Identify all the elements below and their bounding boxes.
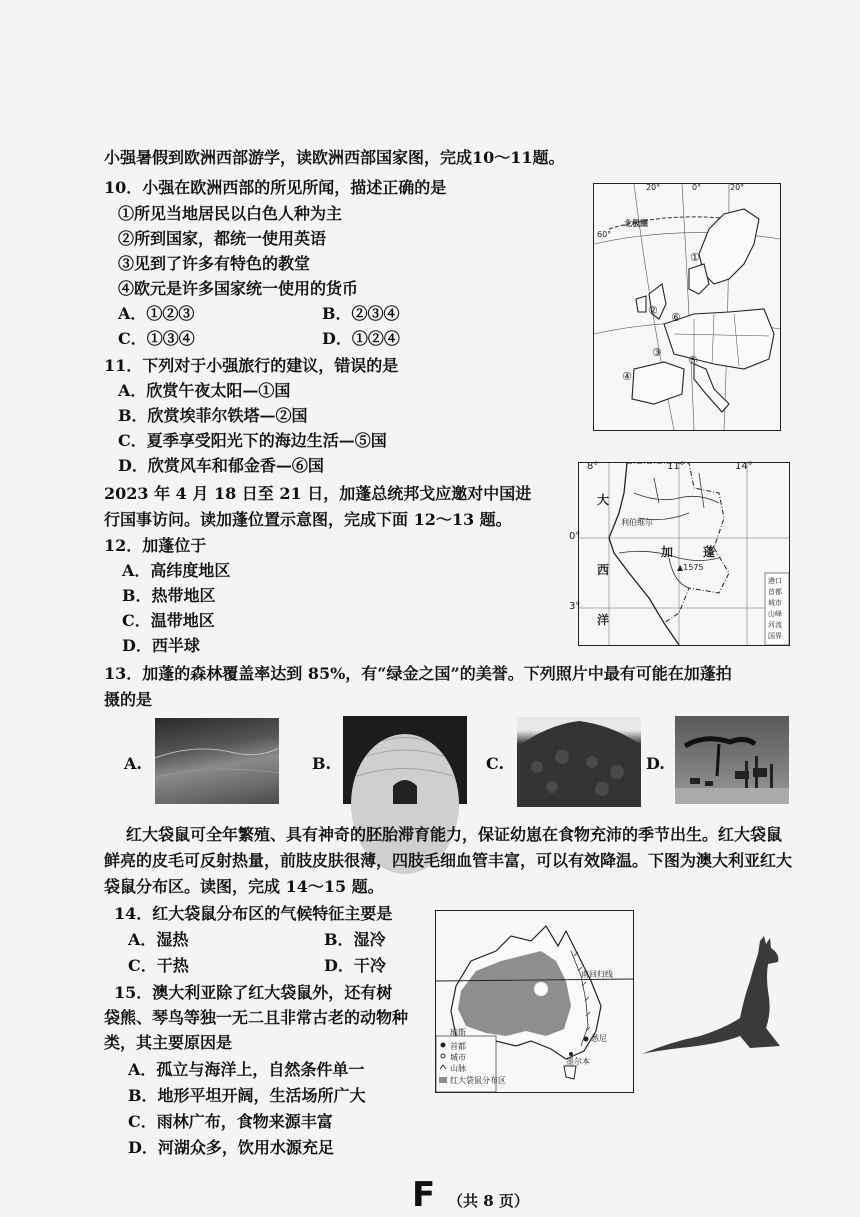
gabon-map xyxy=(569,461,790,646)
q13-stem-1: 13．加蓬的森林覆盖率达到 85%，有“绿金之国”的美誉。下列照片中最有可能在加蓬拍 xyxy=(104,664,732,683)
europe-map xyxy=(593,183,781,431)
aus-legend-city: 城市 xyxy=(450,1053,466,1062)
intro-gabon-1: 2023 年 4 月 18 日至 21 日，加蓬总统邦戈应邀对中国进 xyxy=(104,484,532,503)
desert-photo xyxy=(155,718,279,804)
gabon-legend-peak: 山峰 xyxy=(768,610,782,618)
savanna-drawing xyxy=(675,716,789,804)
intro-kangaroo: 红大袋鼠可全年繁殖、具有神奇的胚胎滞育能力，保证幼崽在食物充沛的季节出生。红大袋鼠鲜亮的皮毛可反射热量，前肢皮肤很薄，四肢毛细血管丰富，可以有效降温。下图为澳大利亚红大袋鼠分布区。读图，完成 14～15 题。 xyxy=(104,825,793,896)
igloo-photo xyxy=(343,716,467,804)
gabon-lat-0: 0° xyxy=(569,531,581,542)
q10-option-d: D．①②④ xyxy=(322,329,400,348)
aus-legend-area: 红大袋鼠分布区 xyxy=(450,1076,506,1085)
q14-option-c: C．干热 xyxy=(128,956,189,975)
q14-stem: 14．红大袋鼠分布区的气候特征主要是 xyxy=(114,904,393,923)
q12-option-b: B．热带地区 xyxy=(122,586,216,605)
europe-lon-w20: 20° xyxy=(646,183,661,192)
europe-map-drawing xyxy=(594,184,780,430)
aus-legend-capital: 首都 xyxy=(450,1042,466,1051)
q10-statement-3: ③见到了许多有特色的教堂 xyxy=(118,254,311,273)
europe-country-2: ② xyxy=(648,304,658,317)
europe-arctic-circle: 北极圈 xyxy=(624,219,648,228)
igloo-drawing xyxy=(343,716,467,804)
page-footer: （共 8 页） xyxy=(448,1192,529,1210)
q13-option-c: C. xyxy=(486,754,505,773)
q15-stem-1: 15．澳大利亚除了红大袋鼠外，还有树 xyxy=(114,983,393,1002)
europe-lat-60: 60° xyxy=(597,230,612,239)
q11-option-a: A．欣赏午夜太阳—①国 xyxy=(118,381,291,400)
forest-hill-drawing xyxy=(517,717,641,807)
australia-map xyxy=(435,910,634,1093)
kangaroo-drawing xyxy=(640,936,790,1060)
kangaroo-picture xyxy=(640,936,790,1060)
europe-country-3: ③ xyxy=(652,346,662,359)
gabon-ocean-char-2: 西 xyxy=(597,563,610,577)
q11-option-d: D．欣赏风车和郁金香—⑥国 xyxy=(118,456,324,475)
q14-option-d: D．干冷 xyxy=(324,956,386,975)
q15-option-a: A．孤立与海洋上，自然条件单一 xyxy=(128,1060,365,1079)
europe-country-4: ④ xyxy=(622,370,632,383)
europe-country-5: ⑤ xyxy=(688,354,698,367)
gabon-legend-port: 港口 xyxy=(768,577,782,585)
q11-stem: 11．下列对于小强旅行的建议，错误的是 xyxy=(104,356,399,375)
q11-option-c: C．夏季享受阳光下的海边生活—⑤国 xyxy=(118,431,387,450)
q10-statement-2: ②所到国家，都统一使用英语 xyxy=(118,229,327,248)
q13-option-b: B. xyxy=(312,754,332,773)
q15-stem-3: 类，其主要原因是 xyxy=(104,1033,233,1052)
forest-photo xyxy=(517,717,641,807)
q13-stem-2: 摄的是 xyxy=(104,690,153,709)
q14-option-b: B．湿冷 xyxy=(324,930,386,949)
q15-stem-2: 袋熊、琴鸟等独一无二且非常古老的动物种 xyxy=(104,1008,409,1027)
europe-country-1: ① xyxy=(690,251,700,264)
gabon-legend-capital: 首都 xyxy=(768,588,782,596)
q14-option-a: A．湿热 xyxy=(128,930,189,949)
aus-perth-label: 珀斯 xyxy=(450,1028,466,1037)
aus-legend-mountain: 山脉 xyxy=(450,1064,466,1073)
q10-option-a: A．①②③ xyxy=(118,304,195,323)
gabon-lon-8: 8° xyxy=(587,461,599,472)
q15-option-d: D．河湖众多，饮用水源充足 xyxy=(128,1138,334,1157)
gabon-legend-river: 河流 xyxy=(768,621,782,629)
q10-statement-4: ④欧元是许多国家统一使用的货币 xyxy=(118,279,359,298)
gabon-map-drawing xyxy=(579,463,789,645)
q10-statement-1: ①所见当地居民以白色人种为主 xyxy=(118,204,343,223)
europe-lon-0: 0° xyxy=(692,183,702,192)
gabon-legend-border: 国界 xyxy=(768,632,782,640)
gabon-ocean-char-3: 洋 xyxy=(597,613,610,627)
gabon-legend-city: 城市 xyxy=(768,599,782,607)
aus-sydney-label: 悉尼 xyxy=(591,1034,607,1043)
gabon-peak-label: ▲1575 xyxy=(677,563,704,572)
savanna-photo xyxy=(675,716,789,804)
gabon-country-char-2: 蓬 xyxy=(703,545,716,559)
aus-melbourne-label: 墨尔本 xyxy=(566,1057,590,1066)
q15-option-c: C．雨林广布，食物来源丰富 xyxy=(128,1112,333,1131)
intro-europe: 小强暑假到欧洲西部游学，读欧洲西部国家图，完成10～11题。 xyxy=(104,148,565,167)
europe-lon-e20: 20° xyxy=(730,183,745,192)
gabon-ocean-char-1: 大 xyxy=(597,493,610,507)
gabon-lon-11: 11° xyxy=(667,461,685,472)
gabon-capital-label: 利伯维尔 xyxy=(621,518,653,527)
aus-tropic-label: 南回归线 xyxy=(581,970,613,979)
intro-gabon-2: 行国事访问。读加蓬位置示意图，完成下面 12～13 题。 xyxy=(104,510,512,529)
q15-option-b: B．地形平坦开阔，生活场所广大 xyxy=(128,1086,366,1105)
europe-country-6: ⑥ xyxy=(671,311,681,324)
gabon-lon-14: 14° xyxy=(735,461,753,472)
q12-stem: 12．加蓬位于 xyxy=(104,536,207,555)
q12-option-a: A．高纬度地区 xyxy=(122,561,231,580)
q13-option-a: A. xyxy=(124,754,142,773)
gabon-lat-3: 3° xyxy=(569,601,581,612)
q10-stem: 10．小强在欧洲西部的所见所闻，描述正确的是 xyxy=(104,178,447,197)
desert-dunes-drawing xyxy=(155,718,279,804)
q10-option-c: C．①③④ xyxy=(118,329,195,348)
gabon-country-char-1: 加 xyxy=(661,545,674,559)
page-mark: F xyxy=(412,1175,436,1215)
q13-option-d: D. xyxy=(646,754,665,773)
q12-option-c: C．温带地区 xyxy=(122,611,215,630)
q12-option-d: D．西半球 xyxy=(122,636,200,655)
q10-option-b: B．②③④ xyxy=(322,304,400,323)
q11-option-b: B．欣赏埃菲尔铁塔—②国 xyxy=(118,406,308,425)
